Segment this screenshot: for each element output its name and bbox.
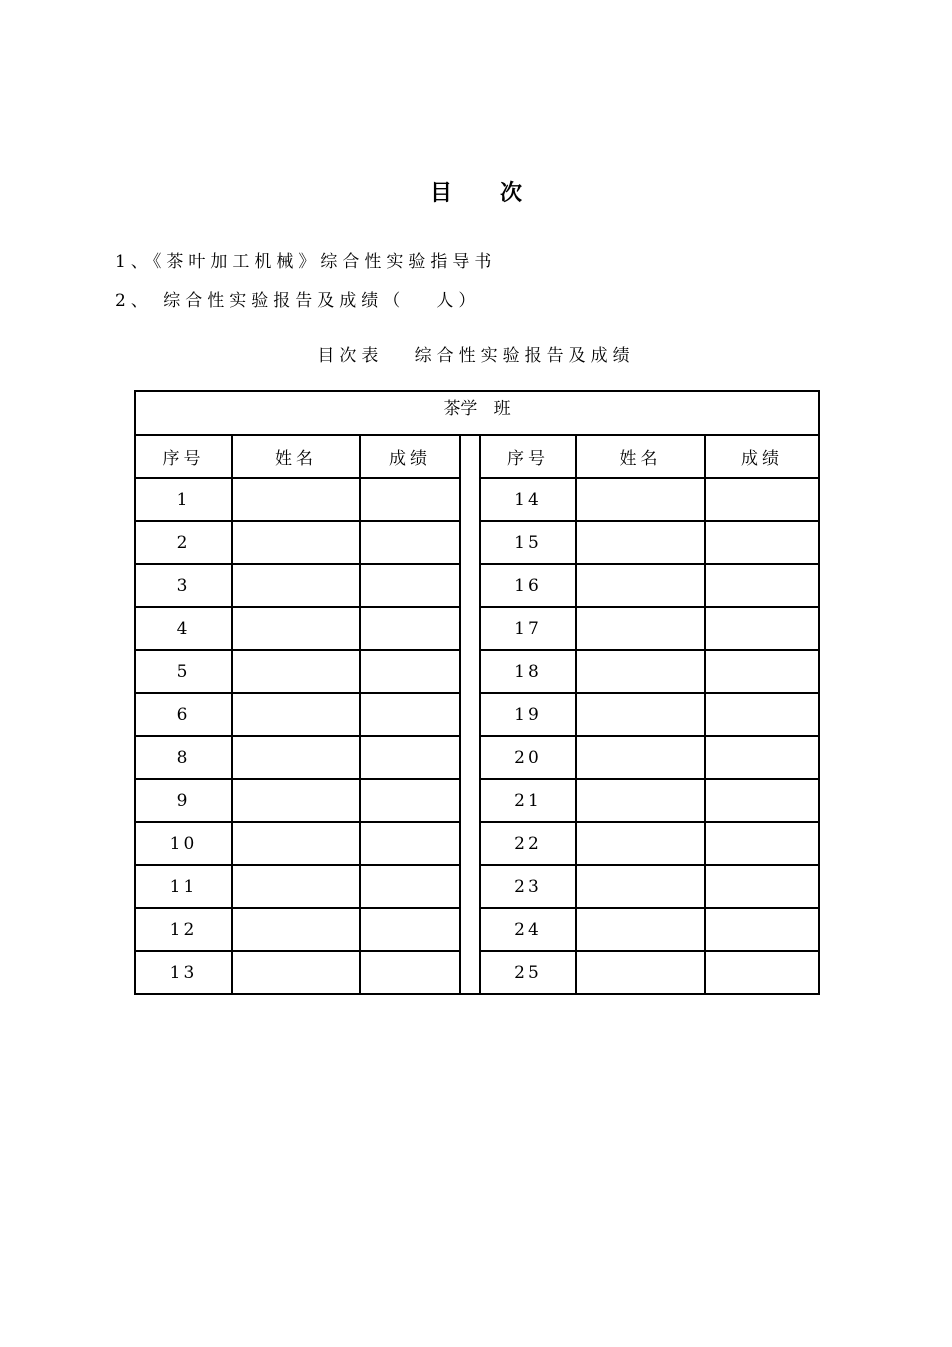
class-label: 茶学 班 bbox=[443, 399, 511, 419]
name-cell-left[interactable] bbox=[232, 779, 360, 822]
name-cell-right[interactable] bbox=[576, 736, 705, 779]
row-number-right: 25 bbox=[480, 951, 576, 994]
row-number-right: 22 bbox=[480, 822, 576, 865]
row-number-left: 10 bbox=[135, 822, 232, 865]
row-number-right: 24 bbox=[480, 908, 576, 951]
toc-item-2: 2、 综合性实验报告及成绩（ 人） bbox=[115, 291, 481, 311]
name-cell-right[interactable] bbox=[576, 908, 705, 951]
score-cell-left[interactable] bbox=[360, 693, 460, 736]
name-cell-left[interactable] bbox=[232, 865, 360, 908]
row-number-right: 18 bbox=[480, 650, 576, 693]
score-cell-left[interactable] bbox=[360, 478, 460, 521]
row-number-left: 5 bbox=[135, 650, 232, 693]
row-number-left: 1 bbox=[135, 478, 232, 521]
column-divider bbox=[460, 435, 480, 994]
score-cell-left[interactable] bbox=[360, 564, 460, 607]
score-cell-left[interactable] bbox=[360, 736, 460, 779]
name-cell-right[interactable] bbox=[576, 693, 705, 736]
row-number-left: 9 bbox=[135, 779, 232, 822]
grades-table bbox=[134, 390, 820, 995]
row-number-right: 19 bbox=[480, 693, 576, 736]
score-cell-left[interactable] bbox=[360, 951, 460, 994]
page-title-char-2: 次 bbox=[500, 180, 523, 206]
name-cell-left[interactable] bbox=[232, 736, 360, 779]
name-cell-right[interactable] bbox=[576, 607, 705, 650]
name-cell-left[interactable] bbox=[232, 650, 360, 693]
name-cell-left[interactable] bbox=[232, 564, 360, 607]
row-number-left: 11 bbox=[135, 865, 232, 908]
row-number-left: 8 bbox=[135, 736, 232, 779]
score-cell-left[interactable] bbox=[360, 607, 460, 650]
name-cell-right[interactable] bbox=[576, 951, 705, 994]
table-caption: 目次表 综合性实验报告及成绩 bbox=[317, 346, 635, 366]
row-number-left: 13 bbox=[135, 951, 232, 994]
name-cell-right[interactable] bbox=[576, 822, 705, 865]
header-score-left: 成绩 bbox=[360, 435, 460, 478]
score-cell-right[interactable] bbox=[705, 693, 819, 736]
page-title-char-1: 目 bbox=[429, 180, 452, 206]
header-seq-right: 序号 bbox=[480, 435, 576, 478]
row-number-right: 14 bbox=[480, 478, 576, 521]
header-name-right: 姓名 bbox=[576, 435, 705, 478]
score-cell-left[interactable] bbox=[360, 779, 460, 822]
class-row bbox=[135, 391, 819, 435]
score-cell-left[interactable] bbox=[360, 650, 460, 693]
name-cell-left[interactable] bbox=[232, 908, 360, 951]
class-label-cell bbox=[135, 391, 819, 435]
name-cell-left[interactable] bbox=[232, 478, 360, 521]
score-cell-right[interactable] bbox=[705, 650, 819, 693]
score-cell-left[interactable] bbox=[360, 822, 460, 865]
score-cell-right[interactable] bbox=[705, 521, 819, 564]
score-cell-left[interactable] bbox=[360, 521, 460, 564]
row-number-left: 4 bbox=[135, 607, 232, 650]
header-seq-left: 序号 bbox=[135, 435, 232, 478]
score-cell-right[interactable] bbox=[705, 951, 819, 994]
header-row bbox=[135, 435, 819, 478]
row-number-left: 12 bbox=[135, 908, 232, 951]
toc-item-1: 1、《茶叶加工机械》综合性实验指导书 bbox=[115, 252, 497, 272]
name-cell-right[interactable] bbox=[576, 865, 705, 908]
score-cell-right[interactable] bbox=[705, 564, 819, 607]
score-cell-left[interactable] bbox=[360, 908, 460, 951]
page-title bbox=[0, 176, 952, 207]
score-cell-right[interactable] bbox=[705, 607, 819, 650]
name-cell-right[interactable] bbox=[576, 650, 705, 693]
name-cell-left[interactable] bbox=[232, 521, 360, 564]
header-score-right: 成绩 bbox=[705, 435, 819, 478]
name-cell-right[interactable] bbox=[576, 564, 705, 607]
row-number-right: 16 bbox=[480, 564, 576, 607]
name-cell-right[interactable] bbox=[576, 521, 705, 564]
row-number-left: 3 bbox=[135, 564, 232, 607]
row-number-left: 6 bbox=[135, 693, 232, 736]
name-cell-left[interactable] bbox=[232, 607, 360, 650]
name-cell-left[interactable] bbox=[232, 693, 360, 736]
score-cell-right[interactable] bbox=[705, 736, 819, 779]
row-number-right: 20 bbox=[480, 736, 576, 779]
name-cell-right[interactable] bbox=[576, 478, 705, 521]
score-cell-right[interactable] bbox=[705, 822, 819, 865]
score-cell-right[interactable] bbox=[705, 779, 819, 822]
row-number-right: 15 bbox=[480, 521, 576, 564]
score-cell-left[interactable] bbox=[360, 865, 460, 908]
name-cell-right[interactable] bbox=[576, 779, 705, 822]
name-cell-left[interactable] bbox=[232, 951, 360, 994]
row-number-right: 21 bbox=[480, 779, 576, 822]
header-name-left: 姓名 bbox=[232, 435, 360, 478]
row-number-right: 23 bbox=[480, 865, 576, 908]
name-cell-left[interactable] bbox=[232, 822, 360, 865]
row-number-right: 17 bbox=[480, 607, 576, 650]
row-number-left: 2 bbox=[135, 521, 232, 564]
score-cell-right[interactable] bbox=[705, 908, 819, 951]
score-cell-right[interactable] bbox=[705, 478, 819, 521]
score-cell-right[interactable] bbox=[705, 865, 819, 908]
